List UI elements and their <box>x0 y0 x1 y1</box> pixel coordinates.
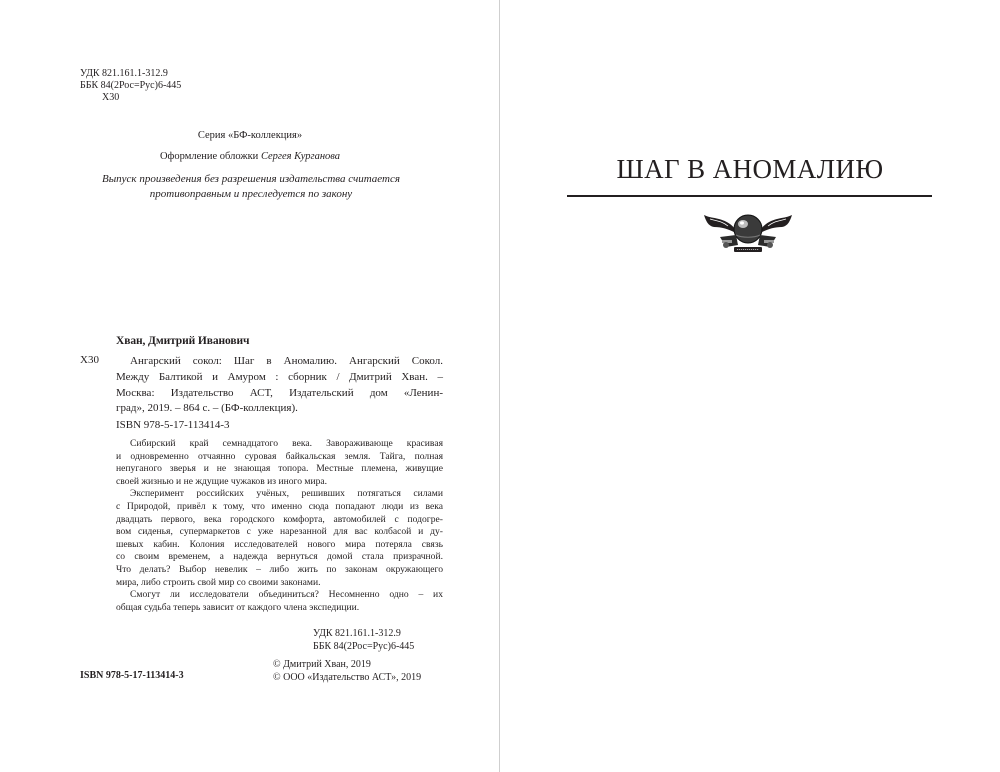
abstract-line: шевых кабин. Колония исследователей нового мира потеряла связь <box>116 538 443 550</box>
abstract-line: общая судьба теперь зависит от каждого члена экспедиции. <box>116 601 360 613</box>
catalog-description-line: Ангарский сокол: Шаг в Аномалию. Ангарский Сокол. <box>130 355 443 367</box>
series-line: Серия «БФ-коллекция» <box>197 130 303 141</box>
abstract-line: двадцать первого, века городского комфорта, автомобилей с подогре- <box>116 513 443 525</box>
catalog-description-line: Между Балтикой и Амуром : сборник / Дмитрий Хван. – <box>116 370 443 383</box>
warning-line: противоправным и преследуется по закону <box>149 188 353 200</box>
abstract-line: Смогут ли исследователи объединиться? Несомненно одно – их <box>130 589 443 601</box>
bbk-code: ББК 84(2Рос=Рус)6-445 <box>80 80 182 91</box>
warning-line: Выпуск произведения без разрешения издательства считается <box>102 173 400 185</box>
book-title: ШАГ В АНОМАЛИЮ <box>616 154 884 184</box>
catalog-description-line: град», 2019. – 864 с. – (БФ-коллекция). <box>116 402 298 415</box>
winged-sphere-emblem-icon <box>696 205 800 255</box>
abstract-line: своей жизнью и не ждущие чужаков из иного мира. <box>116 475 328 487</box>
udk-classification-top <box>80 68 181 104</box>
cover-design-prefix: Оформление обложки <box>159 151 261 162</box>
isbn-bottom: ISBN 978-5-17-113414-3 <box>80 670 184 681</box>
abstract-line: вом сиденья, супермаркетов с уже нарезанной для вас колбасой и ду- <box>116 526 443 538</box>
copyright-notices <box>273 658 421 684</box>
abstract-line: непуганого зверья и не знающая топора. Местные племена, живущие <box>116 463 443 475</box>
udk-code: УДК 821.161.1-312.9 <box>80 68 168 79</box>
udk-code: УДК 821.161.1-312.9 <box>313 628 401 639</box>
catalog-isbn: ISBN 978-5-17-113414-3 <box>116 419 230 431</box>
abstract-line: с Природой, привёл к тому, что именно сюда попадают люди из века <box>116 500 443 512</box>
copyright-author: © Дмитрий Хван, 2019 <box>273 659 371 670</box>
book-abstract <box>116 438 443 614</box>
bbk-code: ББК 84(2Рос=Рус)6-445 <box>313 640 415 652</box>
copyright-warning <box>80 172 422 202</box>
author-mark: Х30 <box>102 92 120 103</box>
copyright-publisher: © ООО «Издательство АСТ», 2019 <box>273 672 422 683</box>
cover-designer-name: Сергея Курганова <box>260 151 341 162</box>
abstract-line: со своим временем, а надежда вернуться домой стала призрачной. <box>116 551 443 563</box>
catalog-description <box>116 354 443 417</box>
cover-design-credit <box>0 151 500 162</box>
catalog-author-mark: Х30 <box>80 354 99 366</box>
title-rule <box>567 195 932 197</box>
title-page <box>500 0 1000 772</box>
udk-classification-bottom <box>313 628 414 653</box>
abstract-line: Что делать? Выбор невелик – либо жить по законам окружающего <box>116 563 443 575</box>
abstract-line: и одновременно отчаянно суровая байкальская земля. Тайга, полная <box>116 450 443 462</box>
catalog-description-line: Москва: Издательство АСТ, Издательский дом «Ленин- <box>116 386 443 399</box>
catalog-author: Хван, Дмитрий Иванович <box>116 335 250 347</box>
abstract-line: Сибирский край семнадцатого века. Завораживающе красивая <box>130 438 443 449</box>
abstract-line: Эксперимент российских учёных, решивших потягаться силами <box>130 488 443 500</box>
abstract-line: мира, либо строить свой мир со своими законами. <box>116 576 321 588</box>
